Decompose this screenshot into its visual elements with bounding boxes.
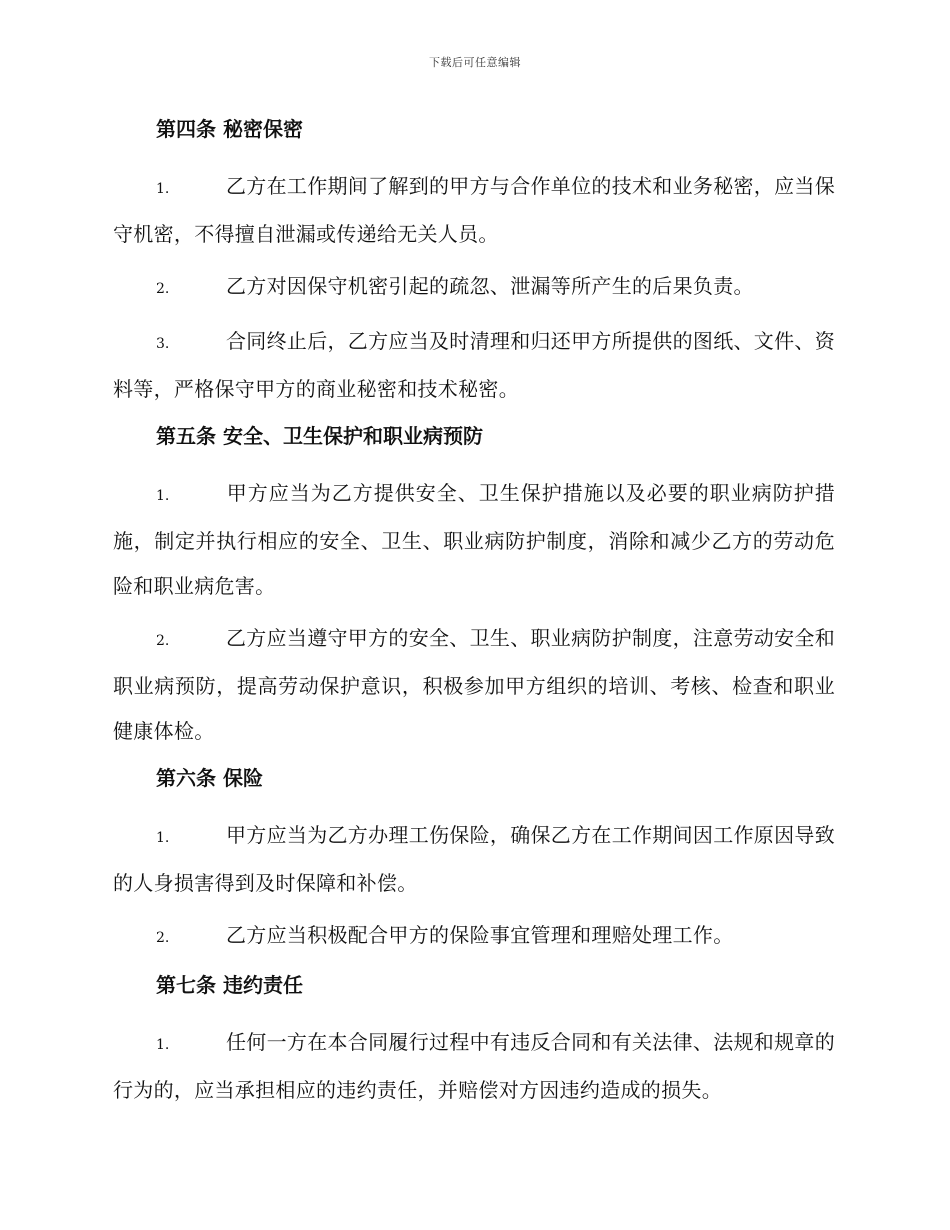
section-heading: 第五条 安全、卫生保护和职业病预防 [156,424,483,448]
clause-number: 1. [156,1037,170,1053]
clause-number: 1. [156,830,170,846]
section-heading: 第四条 秘密保密 [156,117,303,141]
clause-number: 2. [156,930,170,946]
clause-number: 2. [156,281,170,297]
clause-item [113,319,835,412]
clause-item [113,164,835,257]
clause-text: 甲方应当为乙方办理工伤保险，确保乙方在工作期间因工作原因导致的人身损害得到及时保障和补偿。 [113,823,835,895]
header-note: 下载后可任意编辑 [429,56,521,69]
clause-text: 任何一方在本合同履行过程中有违反合同和有关法律、法规和规章的行为的，应当承担相应的违约责任，并赔偿对方因违约造成的损失。 [113,1030,835,1102]
clause-text: 合同终止后，乙方应当及时清理和归还甲方所提供的图纸、文件、资料等，严格保守甲方的商业秘密和技术秘密。 [113,329,835,401]
clause-text: 乙方应当积极配合甲方的保险事宜管理和理赔处理工作。 [226,923,734,947]
section-article-5 [113,419,835,754]
clause-text: 乙方应当遵守甲方的安全、卫生、职业病防护制度，注意劳动安全和职业病预防，提高劳动保护意识，积极参加甲方组织的培训、考核、检查和职业健康体检。 [113,626,835,743]
clause-number: 2. [156,633,170,649]
clause-item [113,616,835,754]
clause-item [113,813,835,906]
clause-number: 3. [156,336,170,352]
clause-text: 甲方应当为乙方提供安全、卫生保护措施以及必要的职业病防护措施，制定并执行相应的安全、卫生、职业病防护制度，消除和减少乙方的劳动危险和职业病危害。 [113,481,835,598]
clause-number: 1. [156,181,170,197]
section-article-4 [113,112,835,412]
clause-text: 乙方在工作期间了解到的甲方与合作单位的技术和业务秘密，应当保守机密，不得擅自泄漏或传递给无关人员。 [113,174,835,246]
section-article-7 [113,968,835,1113]
clause-text: 乙方对因保守机密引起的疏忽、泄漏等所产生的后果负责。 [226,274,754,298]
section-heading: 第七条 违约责任 [156,973,303,997]
document-body [113,112,835,1120]
clause-item [113,264,835,312]
clause-item [113,1020,835,1113]
clause-number: 1. [156,488,170,504]
section-heading: 第六条 保险 [156,766,263,790]
clause-item [113,913,835,961]
section-article-6 [113,761,835,961]
clause-item [113,471,835,609]
